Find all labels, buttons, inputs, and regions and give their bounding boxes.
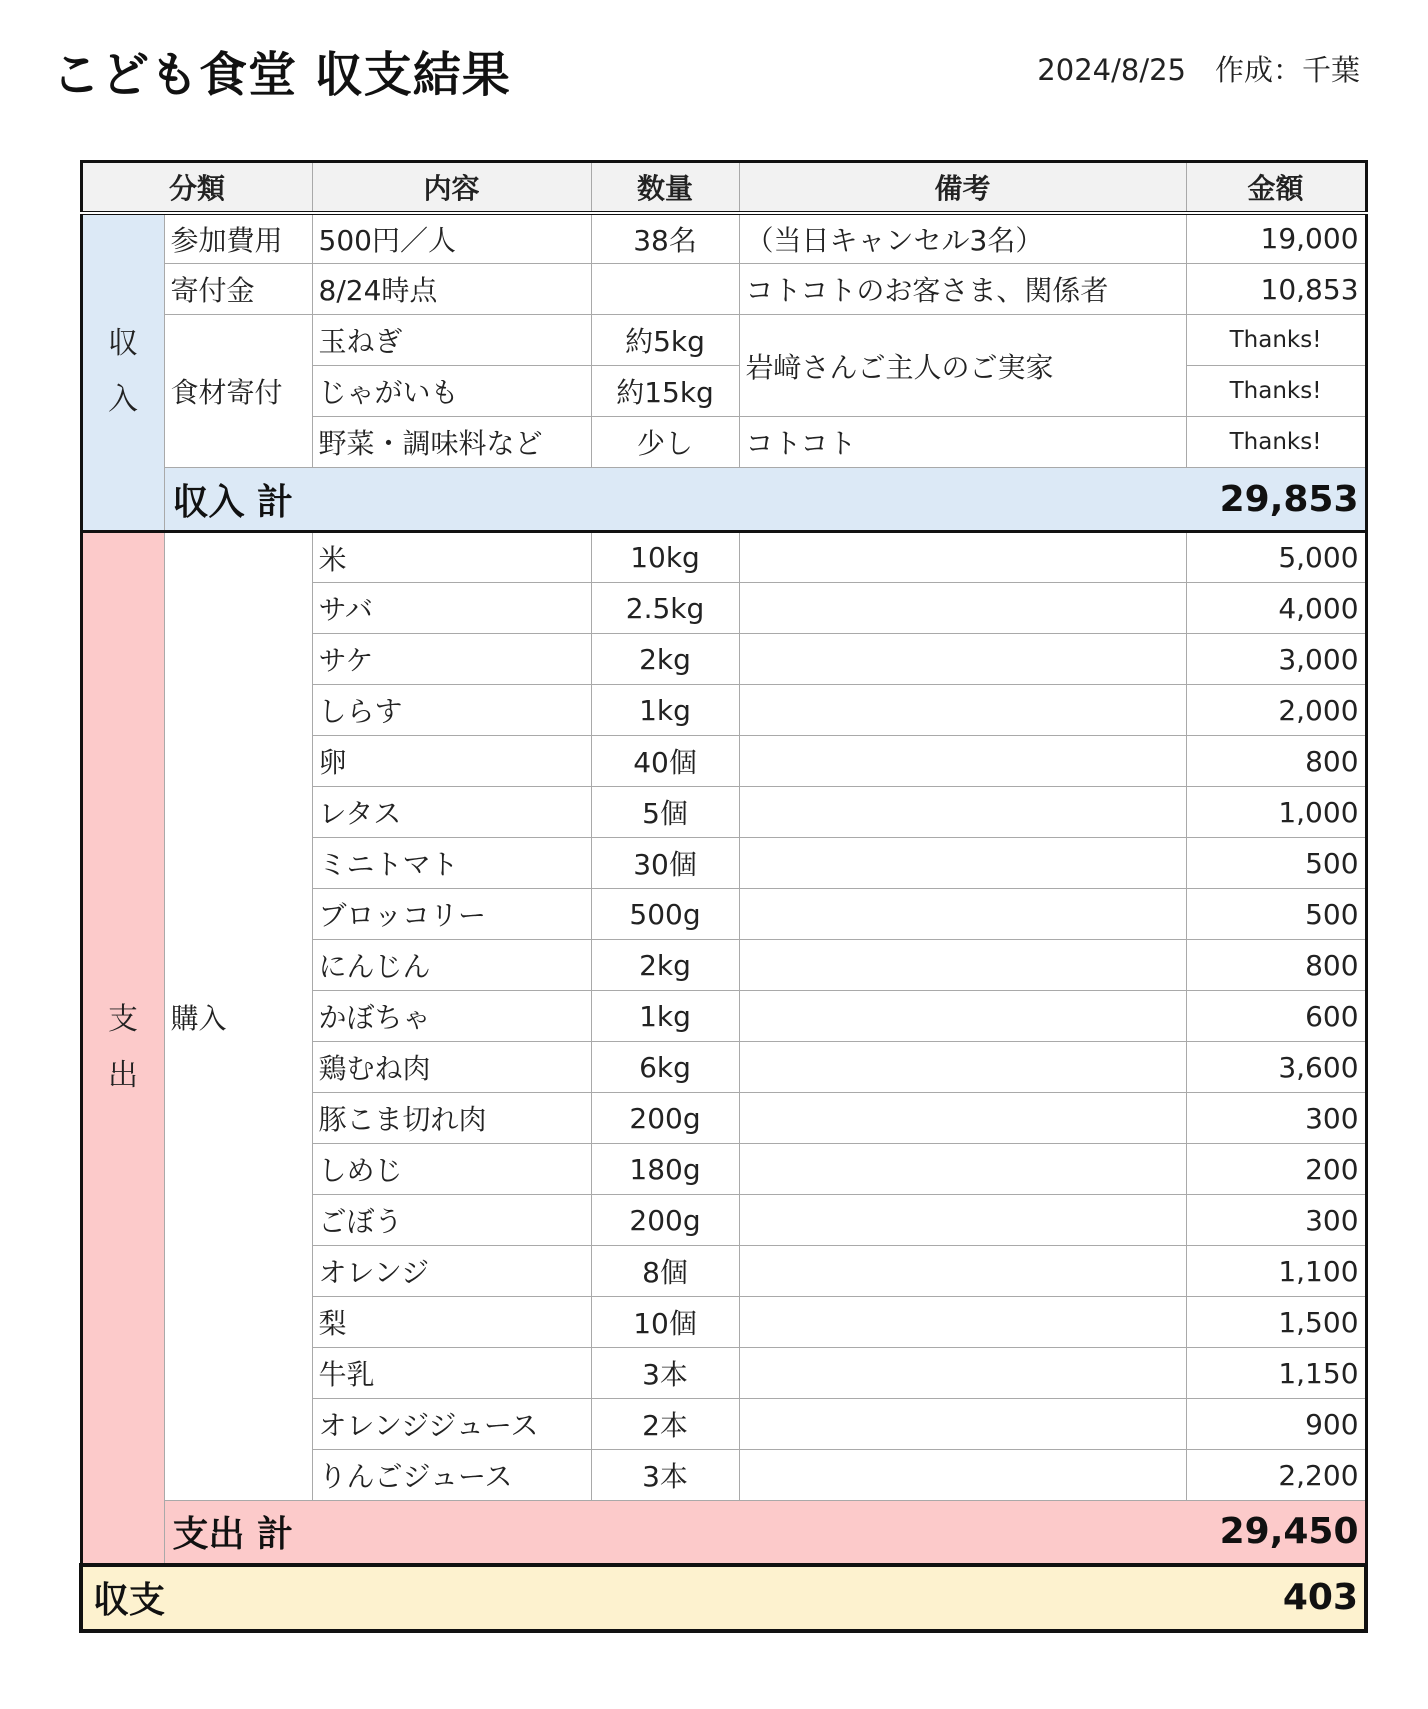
expense-note bbox=[739, 838, 1186, 889]
food-amount: Thanks! bbox=[1186, 417, 1366, 468]
food-content: 玉ねぎ bbox=[312, 315, 591, 366]
food-qty: 少し bbox=[591, 417, 739, 468]
expense-amount: 900 bbox=[1186, 1399, 1366, 1450]
expense-content: りんごジュース bbox=[312, 1450, 591, 1501]
expense-amount: 2,200 bbox=[1186, 1450, 1366, 1501]
expense-content: 米 bbox=[312, 532, 591, 583]
food-qty: 約15kg bbox=[591, 366, 739, 417]
table-row bbox=[81, 315, 1366, 366]
expense-note bbox=[739, 1399, 1186, 1450]
expense-qty: 1kg bbox=[591, 991, 739, 1042]
income-amount: 10,853 bbox=[1186, 264, 1366, 315]
expense-note bbox=[739, 634, 1186, 685]
balance-label: 収支 bbox=[81, 1565, 1186, 1631]
food-content: じゃがいも bbox=[312, 366, 591, 417]
expense-amount: 1,500 bbox=[1186, 1297, 1366, 1348]
income-total-row bbox=[81, 468, 1366, 532]
expense-amount: 500 bbox=[1186, 838, 1366, 889]
expense-amount: 200 bbox=[1186, 1144, 1366, 1195]
expense-qty: 30個 bbox=[591, 838, 739, 889]
expense-note bbox=[739, 991, 1186, 1042]
expense-label-line: 出 bbox=[108, 1057, 138, 1093]
expense-amount: 3,600 bbox=[1186, 1042, 1366, 1093]
expense-qty: 2.5kg bbox=[591, 583, 739, 634]
expense-amount: 800 bbox=[1186, 940, 1366, 991]
expense-note bbox=[739, 685, 1186, 736]
income-qty: 38名 bbox=[591, 213, 739, 264]
expense-amount: 800 bbox=[1186, 736, 1366, 787]
expense-qty: 2kg bbox=[591, 940, 739, 991]
page-title: こども食堂 収支結果 bbox=[52, 47, 511, 103]
expense-note bbox=[739, 736, 1186, 787]
expense-content: ミニトマト bbox=[312, 838, 591, 889]
expense-amount: 500 bbox=[1186, 889, 1366, 940]
expense-content: しらす bbox=[312, 685, 591, 736]
expense-content: しめじ bbox=[312, 1144, 591, 1195]
expense-content: 卵 bbox=[312, 736, 591, 787]
expense-note bbox=[739, 1195, 1186, 1246]
expense-amount: 3,000 bbox=[1186, 634, 1366, 685]
expense-amount: 5,000 bbox=[1186, 532, 1366, 583]
expense-qty: 10個 bbox=[591, 1297, 739, 1348]
income-qty bbox=[591, 264, 739, 315]
food-note: コトコト bbox=[739, 417, 1186, 468]
expense-content: 豚こま切れ肉 bbox=[312, 1093, 591, 1144]
expense-content: サバ bbox=[312, 583, 591, 634]
income-content: 500円／人 bbox=[312, 213, 591, 264]
expense-qty: 6kg bbox=[591, 1042, 739, 1093]
expense-amount: 1,000 bbox=[1186, 787, 1366, 838]
expense-content: オレンジジュース bbox=[312, 1399, 591, 1450]
expense-amount: 2,000 bbox=[1186, 685, 1366, 736]
expense-amount: 4,000 bbox=[1186, 583, 1366, 634]
expense-qty: 3本 bbox=[591, 1348, 739, 1399]
food-amount: Thanks! bbox=[1186, 315, 1366, 366]
expense-qty: 2本 bbox=[591, 1399, 739, 1450]
income-note: コトコトのお客さま、関係者 bbox=[739, 264, 1186, 315]
expense-content: 梨 bbox=[312, 1297, 591, 1348]
expense-qty: 500g bbox=[591, 889, 739, 940]
expense-content: かぼちゃ bbox=[312, 991, 591, 1042]
header-category: 分類 bbox=[81, 162, 312, 213]
expense-total-label: 支出 計 bbox=[164, 1501, 1186, 1565]
expense-note bbox=[739, 1246, 1186, 1297]
expense-note bbox=[739, 1144, 1186, 1195]
table-row bbox=[81, 532, 1366, 583]
date-author: 2024/8/25 作成：千葉 bbox=[1037, 53, 1360, 87]
income-total-label: 収入 計 bbox=[164, 468, 1186, 532]
expense-amount: 300 bbox=[1186, 1093, 1366, 1144]
header-content: 内容 bbox=[312, 162, 591, 213]
income-note: （当日キャンセル3名） bbox=[739, 213, 1186, 264]
expense-qty: 180g bbox=[591, 1144, 739, 1195]
expense-note bbox=[739, 889, 1186, 940]
expense-content: にんじん bbox=[312, 940, 591, 991]
food-amount: Thanks! bbox=[1186, 366, 1366, 417]
table-row bbox=[81, 213, 1366, 264]
budget-table bbox=[79, 160, 1368, 1633]
income-label-line: 収 bbox=[108, 326, 138, 362]
food-note: 岩﨑さんご主人のご実家 bbox=[739, 315, 1186, 417]
expense-qty: 200g bbox=[591, 1093, 739, 1144]
expense-category: 購入 bbox=[164, 532, 312, 1501]
expense-content: ブロッコリー bbox=[312, 889, 591, 940]
food-category: 食材寄付 bbox=[164, 315, 312, 468]
expense-qty: 1kg bbox=[591, 685, 739, 736]
header-qty: 数量 bbox=[591, 162, 739, 213]
expense-note bbox=[739, 1348, 1186, 1399]
expense-note bbox=[739, 583, 1186, 634]
expense-amount: 300 bbox=[1186, 1195, 1366, 1246]
expense-content: レタス bbox=[312, 787, 591, 838]
expense-amount: 1,150 bbox=[1186, 1348, 1366, 1399]
expense-amount: 600 bbox=[1186, 991, 1366, 1042]
expense-note bbox=[739, 1297, 1186, 1348]
expense-note bbox=[739, 787, 1186, 838]
expense-note bbox=[739, 1093, 1186, 1144]
expense-total-value: 29,450 bbox=[1186, 1501, 1366, 1565]
food-qty: 約5kg bbox=[591, 315, 739, 366]
expense-qty: 3本 bbox=[591, 1450, 739, 1501]
expense-content: サケ bbox=[312, 634, 591, 685]
expense-label bbox=[81, 532, 164, 1565]
expense-qty: 5個 bbox=[591, 787, 739, 838]
income-label-line: 入 bbox=[108, 382, 138, 418]
income-label bbox=[81, 213, 164, 532]
expense-note bbox=[739, 1042, 1186, 1093]
expense-content: ごぼう bbox=[312, 1195, 591, 1246]
header-amount: 金額 bbox=[1186, 162, 1366, 213]
expense-note bbox=[739, 532, 1186, 583]
expense-qty: 200g bbox=[591, 1195, 739, 1246]
header-note: 備考 bbox=[739, 162, 1186, 213]
expense-qty: 8個 bbox=[591, 1246, 739, 1297]
expense-note bbox=[739, 940, 1186, 991]
expense-qty: 10kg bbox=[591, 532, 739, 583]
income-category: 参加費用 bbox=[164, 213, 312, 264]
expense-content: 牛乳 bbox=[312, 1348, 591, 1399]
food-content: 野菜・調味料など bbox=[312, 417, 591, 468]
income-total-value: 29,853 bbox=[1186, 468, 1366, 532]
expense-content: オレンジ bbox=[312, 1246, 591, 1297]
expense-note bbox=[739, 1450, 1186, 1501]
expense-qty: 40個 bbox=[591, 736, 739, 787]
income-category: 寄付金 bbox=[164, 264, 312, 315]
expense-total-row bbox=[81, 1501, 1366, 1565]
income-content: 8/24時点 bbox=[312, 264, 591, 315]
header-row bbox=[81, 162, 1366, 213]
expense-amount: 1,100 bbox=[1186, 1246, 1366, 1297]
balance-row bbox=[81, 1565, 1366, 1631]
table-row bbox=[81, 264, 1366, 315]
expense-content: 鶏むね肉 bbox=[312, 1042, 591, 1093]
expense-qty: 2kg bbox=[591, 634, 739, 685]
income-amount: 19,000 bbox=[1186, 213, 1366, 264]
expense-label-line: 支 bbox=[108, 1001, 138, 1037]
balance-value: 403 bbox=[1186, 1565, 1366, 1631]
